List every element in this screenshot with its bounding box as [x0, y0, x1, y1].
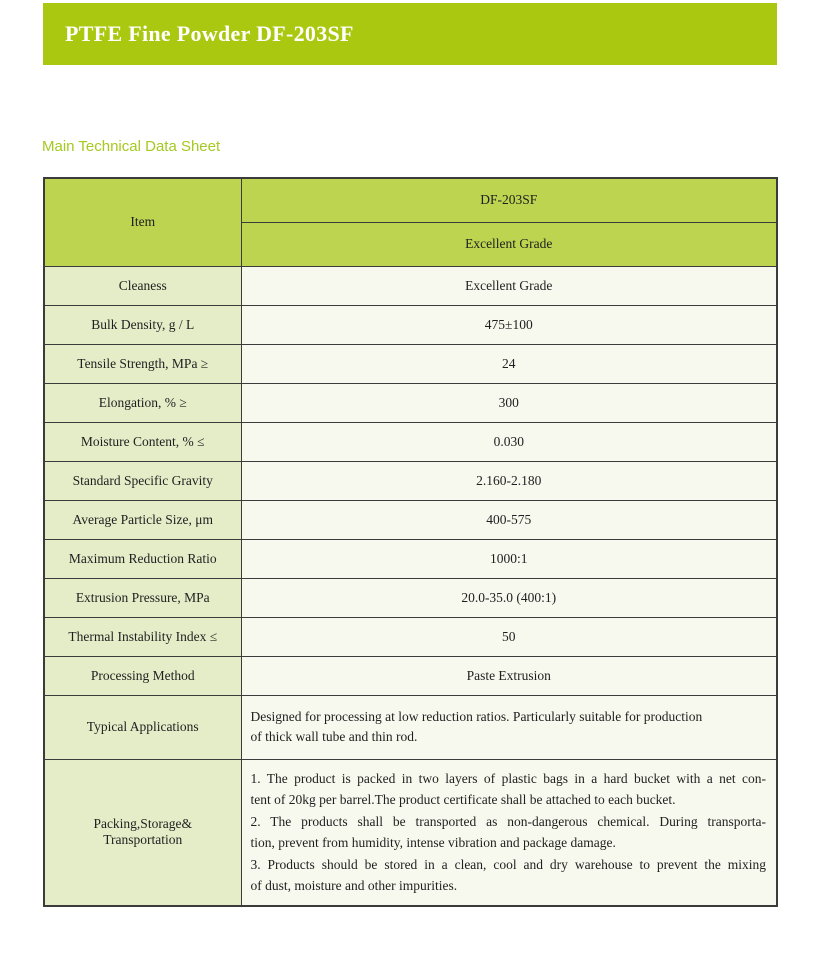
spec-value: 2.160-2.180: [241, 461, 777, 500]
item-header-cell: Item: [44, 178, 241, 266]
text-line: 3. Products should be stored in a clean, cool and dry warehouse to prevent the mixing: [250, 856, 766, 872]
table-row: [44, 578, 777, 617]
spec-label: Average Particle Size, μm: [44, 500, 241, 539]
spec-label: Tensile Strength, MPa ≥: [44, 344, 241, 383]
table-row: [44, 305, 777, 344]
spec-label: Extrusion Pressure, MPa: [44, 578, 241, 617]
table-row-typical-applications: [44, 695, 777, 759]
spec-value: 0.030: [241, 422, 777, 461]
spec-value: 20.0-35.0 (400:1): [241, 578, 777, 617]
spec-value: Excellent Grade: [241, 266, 777, 305]
table-row: [44, 539, 777, 578]
spec-label: Thermal Instability Index ≤: [44, 617, 241, 656]
spec-label: [44, 759, 241, 906]
table-row: [44, 656, 777, 695]
spec-value: 475±100: [241, 305, 777, 344]
spec-label: Cleaness: [44, 266, 241, 305]
label-line: Packing,Storage&: [93, 816, 193, 832]
text-line: Designed for processing at low reduction ratios. Particularly suitable for production: [250, 709, 703, 724]
table-row: [44, 344, 777, 383]
text-line: tent of 20kg per barrel.The product certificate shall be attached to each bucket.: [250, 792, 676, 808]
section-heading: Main Technical Data Sheet: [42, 138, 221, 155]
spec-value: 400-575: [241, 500, 777, 539]
table-row: [44, 266, 777, 305]
page-title: PTFE Fine Powder DF-203SF: [65, 21, 354, 46]
table-row: [44, 422, 777, 461]
packing-storage-text: [241, 759, 777, 906]
spec-value: 300: [241, 383, 777, 422]
label-line: Transportation: [103, 832, 183, 848]
grade-header-cell: Excellent Grade: [241, 222, 777, 266]
text-line: 1. The product is packed in two layers of plastic bags in a hard bucket with a net con-: [250, 770, 766, 786]
header-row-product: [44, 178, 777, 222]
spec-label: Typical Applications: [44, 695, 241, 759]
product-header-cell: DF-203SF: [241, 178, 777, 222]
typical-applications-text: [241, 695, 777, 759]
title-banner: [43, 3, 777, 65]
text-line: of thick wall tube and thin rod.: [250, 729, 418, 744]
text-line: 2. The products shall be transported as non-dangerous chemical. During transporta-: [250, 813, 766, 829]
table-row: [44, 461, 777, 500]
table-row-packing-storage: [44, 759, 777, 906]
text-line: tion, prevent from humidity, intense vibration and package damage.: [250, 835, 616, 851]
spec-value: 24: [241, 344, 777, 383]
text-line: of dust, moisture and other impurities.: [250, 878, 458, 894]
spec-table: [43, 177, 778, 907]
spec-label: Standard Specific Gravity: [44, 461, 241, 500]
table-row: [44, 617, 777, 656]
spec-label: Elongation, % ≥: [44, 383, 241, 422]
spec-label: Maximum Reduction Ratio: [44, 539, 241, 578]
spec-value: Paste Extrusion: [241, 656, 777, 695]
table-row: [44, 383, 777, 422]
spec-label: Processing Method: [44, 656, 241, 695]
spec-label: Moisture Content, % ≤: [44, 422, 241, 461]
spec-value: 50: [241, 617, 777, 656]
table-row: [44, 500, 777, 539]
page: [0, 3, 820, 963]
spec-value: 1000:1: [241, 539, 777, 578]
spec-label: Bulk Density, g / L: [44, 305, 241, 344]
